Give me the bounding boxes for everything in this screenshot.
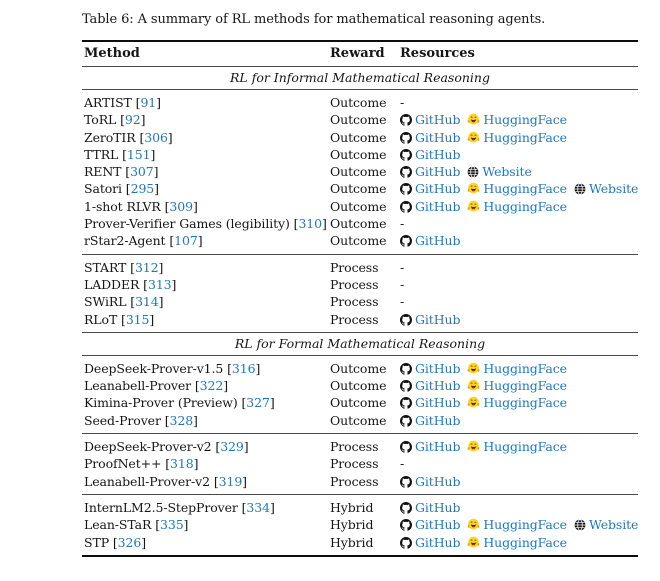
method-name: START [ [84, 259, 135, 275]
citation-link[interactable]: 107 [174, 233, 198, 249]
citation-bracket: ] [158, 259, 164, 275]
method-cell [84, 499, 330, 516]
resource-label: GitHub [415, 395, 461, 411]
method-cell [84, 473, 330, 490]
resources-cell [400, 163, 638, 180]
reward-cell: Process [330, 259, 379, 275]
citation-link[interactable]: 151 [126, 146, 151, 162]
reward-cell: Hybrid [330, 499, 374, 515]
resources-cell [400, 111, 638, 128]
huggingface-icon [467, 438, 483, 455]
resources-cell [400, 180, 638, 197]
table-row [82, 438, 638, 455]
github-link[interactable] [400, 439, 460, 454]
resources-cell [400, 377, 638, 394]
reward-cell: Outcome [330, 233, 387, 249]
github-icon [400, 412, 415, 429]
method-name: TTRL [ [84, 146, 127, 162]
resource-label: HuggingFace [483, 517, 567, 533]
resource-label: GitHub [415, 534, 461, 550]
table-row [82, 180, 638, 197]
github-icon [400, 311, 415, 328]
table-row [82, 259, 638, 276]
citation-link[interactable]: 309 [169, 198, 193, 214]
resources-cell: - [400, 456, 405, 472]
section-heading: RL for Informal Mathematical Reasoning [230, 70, 490, 85]
citation-link[interactable]: 313 [147, 276, 172, 292]
method-cell [84, 516, 330, 533]
row-group [82, 495, 638, 555]
row-group [82, 90, 638, 254]
github-link[interactable] [400, 517, 460, 532]
resource-label: GitHub [415, 412, 461, 428]
resources-cell [400, 534, 638, 551]
github-link[interactable] [400, 312, 460, 327]
citation-link[interactable]: 316 [231, 360, 256, 376]
huggingface-icon [467, 360, 483, 377]
method-name: 1-shot RLVR [ [84, 198, 170, 214]
resources-cell [400, 516, 638, 533]
github-icon [400, 198, 415, 215]
reward-cell: Outcome [330, 198, 387, 214]
method-cell [84, 455, 330, 472]
citation-bracket: ] [153, 164, 159, 180]
resource-label: GitHub [415, 360, 461, 376]
method-name: DeepSeek-Prover-v1.5 [ [84, 360, 232, 376]
resource-label: HuggingFace [483, 395, 567, 411]
section-heading: RL for Formal Mathematical Reasoning [234, 335, 486, 351]
citation-bracket: ] [197, 233, 203, 249]
github-icon [400, 111, 415, 128]
resources-cell [400, 412, 638, 429]
table-caption: Table 6: A summary of RL methods for mathematical reasoning agents. [82, 12, 546, 27]
citation-link[interactable]: 329 [220, 439, 244, 455]
github-link[interactable] [400, 130, 460, 145]
method-cell [84, 163, 330, 180]
github-icon [400, 534, 415, 551]
huggingface-link[interactable] [467, 199, 567, 214]
table-row [82, 516, 638, 533]
github-link[interactable] [400, 378, 460, 393]
method-name: Kimina-Prover (Preview) [ [84, 395, 247, 411]
resource-label: GitHub [415, 146, 461, 162]
method-name: Leanabell-Prover-v2 [ [84, 473, 219, 489]
github-icon [400, 360, 415, 377]
citation-link[interactable]: 91 [140, 95, 157, 110]
method-cell [84, 412, 330, 429]
table-row [82, 360, 638, 377]
github-link[interactable] [400, 199, 460, 214]
github-icon [400, 473, 415, 490]
reward-cell: Outcome [330, 181, 387, 197]
method-cell [84, 293, 330, 310]
resources-cell [400, 360, 638, 377]
citation-link[interactable]: 295 [130, 181, 155, 197]
resource-label: GitHub [415, 112, 461, 128]
website-link[interactable] [467, 164, 531, 179]
huggingface-icon [467, 377, 483, 394]
github-link[interactable] [400, 535, 460, 550]
citation-bracket: ] [183, 517, 189, 533]
website-link[interactable] [574, 181, 638, 196]
table-row [82, 534, 638, 551]
github-link[interactable] [400, 361, 460, 376]
reward-cell: Outcome [330, 216, 387, 232]
method-cell [84, 111, 330, 128]
resource-label: GitHub [415, 311, 461, 327]
table-row [82, 215, 638, 232]
row-group [82, 356, 638, 433]
reward-cell: Hybrid [330, 517, 374, 533]
huggingface-icon [467, 394, 483, 411]
resources-cell: - [400, 294, 405, 310]
citation-link[interactable]: 327 [246, 395, 270, 411]
website-link[interactable] [574, 517, 638, 532]
citation-bracket: ] [322, 216, 327, 232]
github-link[interactable] [400, 474, 460, 489]
resource-label: GitHub [415, 473, 461, 489]
method-cell [84, 438, 330, 455]
method-cell [84, 394, 330, 411]
citation-bracket: ] [269, 395, 275, 411]
table-row [82, 111, 638, 128]
resource-label: HuggingFace [483, 360, 567, 376]
resources-cell [400, 473, 638, 490]
method-name: Lean-STaR [ [84, 517, 160, 533]
method-name: Leanabell-Prover [ [84, 378, 200, 394]
resource-label: Website [588, 517, 639, 533]
reward-cell: Outcome [330, 378, 387, 394]
table-row [82, 146, 638, 163]
resources-cell [400, 438, 638, 455]
method-name: ProofNet++ [ [84, 456, 171, 472]
github-link[interactable] [400, 147, 460, 162]
method-cell [84, 198, 330, 215]
citation-link[interactable]: 328 [169, 412, 194, 428]
reward-cell: Outcome [330, 95, 387, 110]
citation-link[interactable]: 306 [144, 129, 168, 145]
method-cell [84, 180, 330, 197]
method-name: ZeroTIR [ [84, 129, 145, 145]
huggingface-icon [467, 534, 483, 551]
reward-cell: Outcome [330, 395, 387, 411]
resource-label: HuggingFace [483, 112, 567, 128]
github-icon [400, 377, 415, 394]
huggingface-link[interactable] [467, 112, 567, 127]
column-header-resources: Resources [400, 46, 475, 61]
table-row [82, 198, 638, 215]
citation-bracket: ] [149, 311, 155, 327]
huggingface-icon [467, 516, 483, 533]
table-row [82, 455, 638, 472]
github-link[interactable] [400, 413, 460, 428]
github-icon [400, 180, 415, 197]
resources-cell [400, 129, 638, 146]
method-cell [84, 311, 330, 328]
citation-link[interactable]: 319 [218, 473, 243, 489]
citation-bracket: ] [192, 198, 198, 214]
citation-bracket: ] [167, 129, 173, 145]
method-name: Prover-Verifier Games (legibility) [ [84, 216, 299, 232]
resource-label: GitHub [415, 129, 461, 145]
method-name: ToRL [ [84, 112, 125, 128]
citation-link[interactable]: 315 [125, 311, 150, 327]
globe-icon [574, 180, 589, 197]
resource-label: HuggingFace [483, 129, 567, 145]
method-name: rStar2-Agent [ [84, 233, 175, 249]
method-name: Seed-Prover [ [84, 412, 170, 428]
github-link[interactable] [400, 112, 460, 127]
github-icon [400, 146, 415, 163]
method-name: RLoT [ [84, 311, 126, 327]
huggingface-link[interactable] [467, 517, 567, 532]
table-header-row [82, 42, 638, 66]
method-name: STP [ [84, 534, 118, 550]
method-name: RENT [ [84, 164, 131, 180]
resource-label: GitHub [415, 517, 461, 533]
resource-label: HuggingFace [483, 439, 567, 455]
huggingface-link[interactable] [467, 535, 567, 550]
method-cell [84, 276, 330, 293]
citation-link[interactable]: 334 [246, 499, 270, 515]
citation-bracket: ] [158, 294, 164, 310]
resource-label: HuggingFace [483, 378, 567, 394]
citation-link[interactable]: 307 [130, 164, 154, 180]
citation-bracket: ] [171, 276, 177, 292]
table-row [82, 377, 638, 394]
citation-bracket: ] [150, 146, 156, 162]
github-icon [400, 516, 415, 533]
resources-cell [400, 146, 638, 163]
method-name: InternLM2.5-StepProver [ [84, 499, 247, 515]
resource-label: HuggingFace [483, 198, 567, 214]
resource-label: Website [482, 164, 532, 180]
resource-label: HuggingFace [483, 534, 567, 550]
github-link[interactable] [400, 233, 460, 248]
resource-label: GitHub [415, 198, 461, 214]
citation-bracket: ] [141, 534, 147, 550]
method-cell [84, 94, 330, 111]
method-name: DeepSeek-Prover-v2 [ [84, 439, 221, 455]
citation-bracket: ] [193, 412, 198, 428]
method-cell [84, 377, 330, 394]
resource-label: GitHub [415, 181, 461, 197]
citation-link[interactable]: 310 [298, 216, 322, 232]
citation-link[interactable]: 92 [124, 112, 141, 128]
table-row [82, 394, 638, 411]
resource-label: GitHub [415, 164, 461, 180]
resources-cell [400, 232, 638, 249]
citation-link[interactable]: 326 [117, 534, 142, 550]
table-body [82, 67, 638, 557]
method-name: ARTIST [ [84, 95, 141, 110]
huggingface-link[interactable] [467, 130, 567, 145]
citation-link[interactable]: 318 [170, 456, 194, 472]
huggingface-link[interactable] [467, 439, 567, 454]
table-row [82, 311, 638, 328]
resources-cell [400, 311, 638, 328]
reward-cell: Outcome [330, 360, 387, 376]
reward-cell: Process [330, 294, 379, 310]
github-icon [400, 394, 415, 411]
resource-label: GitHub [415, 378, 461, 394]
method-name: SWiRL [ [84, 294, 136, 310]
method-cell [84, 146, 330, 163]
github-icon [400, 438, 415, 455]
huggingface-link[interactable] [467, 181, 567, 196]
table-bottom-rule [82, 555, 638, 557]
github-icon [400, 129, 415, 146]
resource-label: GitHub [415, 499, 461, 515]
citation-bracket: ] [140, 112, 146, 128]
reward-cell: Outcome [330, 112, 387, 128]
reward-cell: Process [330, 473, 379, 489]
reward-cell: Process [330, 456, 379, 472]
citation-link[interactable]: 335 [159, 517, 184, 533]
row-group [82, 434, 638, 494]
citation-bracket: ] [243, 439, 249, 455]
github-icon [400, 163, 415, 180]
resources-cell [400, 198, 638, 215]
rl-methods-table [82, 40, 638, 557]
table-row [82, 163, 638, 180]
row-group [82, 255, 638, 332]
resources-cell: - [400, 276, 405, 292]
globe-icon [574, 516, 589, 533]
reward-cell: Process [330, 276, 379, 292]
resources-cell [400, 499, 638, 516]
method-cell [84, 232, 330, 249]
huggingface-link[interactable] [467, 378, 567, 393]
resource-label: HuggingFace [483, 181, 567, 197]
github-link[interactable] [400, 181, 460, 196]
github-icon [400, 232, 415, 249]
column-header-method: Method [84, 46, 140, 61]
method-cell [84, 534, 330, 551]
table-row [82, 499, 638, 516]
method-name: Satori [ [84, 181, 131, 197]
reward-cell: Process [330, 311, 379, 327]
reward-cell: Outcome [330, 164, 387, 180]
citation-bracket: ] [269, 499, 275, 515]
table-row [82, 232, 638, 249]
reward-cell: Outcome [330, 129, 387, 145]
table-row [82, 129, 638, 146]
method-cell [84, 215, 330, 232]
resources-cell [400, 394, 638, 411]
huggingface-icon [467, 111, 483, 128]
citation-bracket: ] [156, 95, 161, 110]
github-icon [400, 499, 415, 516]
huggingface-link[interactable] [467, 395, 567, 410]
reward-cell: Outcome [330, 412, 387, 428]
resource-label: Website [588, 181, 639, 197]
citation-link[interactable]: 312 [134, 259, 159, 275]
github-link[interactable] [400, 500, 460, 515]
resources-cell: - [400, 216, 405, 232]
table-row [82, 276, 638, 293]
huggingface-icon [467, 198, 483, 215]
citation-bracket: ] [223, 378, 229, 394]
reward-cell: Outcome [330, 146, 387, 162]
github-link[interactable] [400, 395, 460, 410]
method-cell [84, 360, 330, 377]
table-row [82, 473, 638, 490]
citation-bracket: ] [255, 360, 261, 376]
globe-icon [467, 163, 482, 180]
reward-cell: Process [330, 439, 379, 455]
method-name: LADDER [ [84, 276, 148, 292]
huggingface-link[interactable] [467, 361, 567, 376]
table-row [82, 94, 638, 111]
method-cell [84, 129, 330, 146]
resource-label: GitHub [415, 439, 461, 455]
resource-label: GitHub [415, 233, 461, 249]
citation-bracket: ] [193, 456, 199, 472]
resources-cell: - [400, 95, 405, 110]
huggingface-icon [467, 180, 483, 197]
github-link[interactable] [400, 164, 460, 179]
reward-cell: Hybrid [330, 534, 374, 550]
citation-link[interactable]: 314 [135, 294, 159, 310]
table-row [82, 293, 638, 310]
method-cell [84, 259, 330, 276]
column-header-reward: Reward [330, 46, 385, 61]
citation-link[interactable]: 322 [199, 378, 224, 394]
resources-cell: - [400, 259, 405, 275]
citation-bracket: ] [242, 473, 247, 489]
citation-bracket: ] [154, 181, 159, 197]
table-row [82, 412, 638, 429]
huggingface-icon [467, 129, 483, 146]
